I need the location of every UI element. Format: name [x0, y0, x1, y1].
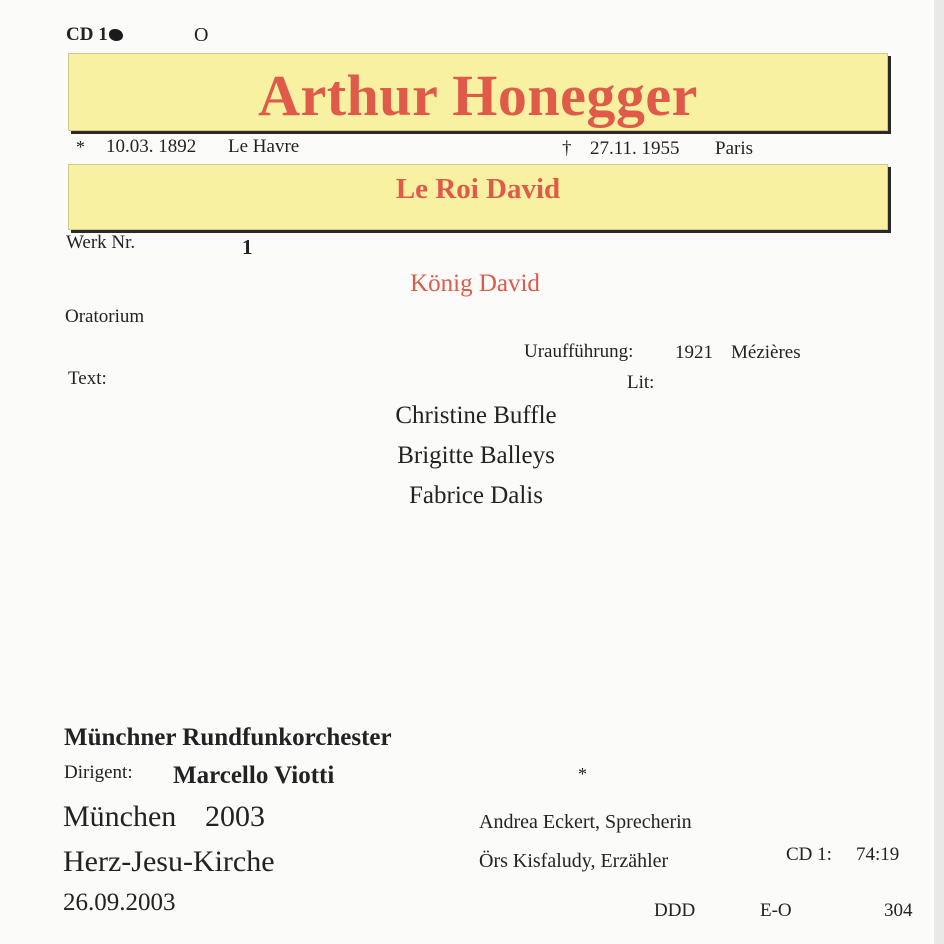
catalog-number: 304	[884, 900, 913, 921]
recording-city: München	[63, 800, 177, 833]
premiere-year: 1921	[675, 342, 713, 363]
asterisk: *	[578, 764, 587, 784]
text-label: Text:	[68, 368, 107, 389]
cd-label-text: CD 1	[66, 24, 108, 45]
birth-date: 10.03. 1892	[106, 136, 197, 157]
premiere-place: Mézières	[731, 342, 801, 363]
recording-date: 26.09.2003	[63, 889, 176, 916]
cd-duration: 74:19	[856, 844, 900, 865]
death-place: Paris	[715, 138, 753, 159]
cd-label	[66, 24, 123, 46]
work-subtitle: König David	[410, 270, 540, 297]
page-edge	[934, 0, 944, 944]
recording-type: DDD	[654, 900, 696, 921]
marker-letter: O	[194, 24, 209, 46]
orchestra: Münchner Rundfunkorchester	[64, 724, 392, 751]
lit-label: Lit:	[627, 372, 655, 393]
death-date: 27.11. 1955	[590, 138, 680, 159]
work-number-label: Werk Nr.	[66, 232, 136, 253]
category: E-O	[760, 900, 792, 921]
recording-venue: Herz-Jesu-Kirche	[63, 845, 275, 878]
work-number: 1	[242, 235, 253, 259]
scribble-mark-icon	[109, 29, 123, 41]
recording-year: 2003	[205, 800, 265, 833]
composer-box	[68, 53, 888, 131]
composer-name: Arthur Honegger	[258, 63, 698, 128]
death-symbol: †	[562, 138, 572, 159]
conductor-label: Dirigent:	[64, 762, 133, 783]
soloist-item: Christine Buffle	[395, 402, 557, 429]
speaker-item: Örs Kisfaludy, Erzähler	[479, 850, 669, 872]
soloist-item: Fabrice Dalis	[409, 482, 543, 509]
work-title-box	[68, 164, 888, 230]
soloist-item: Brigitte Balleys	[397, 442, 555, 469]
work-title: Le Roi David	[395, 173, 561, 205]
premiere-label: Uraufführung:	[524, 341, 634, 362]
cd-duration-label: CD 1:	[786, 844, 832, 865]
birth-place: Le Havre	[228, 136, 300, 157]
conductor-name: Marcello Viotti	[173, 762, 335, 789]
speaker-item: Andrea Eckert, Sprecherin	[479, 811, 692, 833]
genre: Oratorium	[65, 306, 145, 327]
birth-symbol: *	[76, 137, 85, 157]
